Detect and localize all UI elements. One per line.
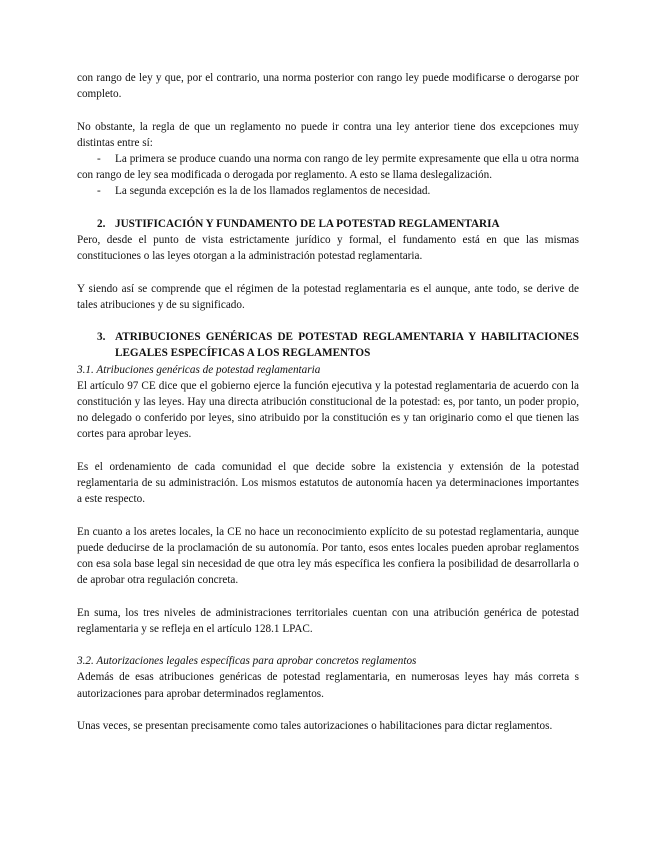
- paragraph-intro: con rango de ley y que, por el contrario, una norma posterior con rango ley puede modificarse o derogarse por completo.: [77, 72, 579, 101]
- paragraph-siendo: Y siendo así se comprende que el régimen de la potestad reglamentaria es el aunque, ante todo, se derive de tales atribuciones y de su significado.: [77, 282, 579, 311]
- subsection-heading-3-2: 3.2. Autorizaciones legales específicas para aprobar concretos reglamentos: [77, 655, 417, 668]
- paragraph-justificacion: Pero, desde el punto de vista estrictamente jurídico y formal, el fundamento está en que las mismas constituciones o las leyes otorgan a la administración potestad reglamentaria.: [77, 234, 579, 263]
- list-item-primera: [77, 151, 579, 183]
- paragraph-excepciones: No obstante, la regla de que un reglamento no puede ir contra una ley anterior tiene dos excepciones muy distintas entre sí:: [77, 120, 579, 149]
- list-item-segunda: [77, 183, 579, 199]
- paragraph-ordenamiento: Es el ordenamiento de cada comunidad el que decide sobre la existencia y extensión de la potestad reglamentaria de su administración. Los mismos estatutos de autonomía hacen ya determinaciones importantes a este respecto.: [77, 460, 579, 506]
- paragraph-suma: En suma, los tres niveles de administraciones territoriales cuentan con una atribución genérica de potestad reglamentaria y se refleja en el artículo 128.1 LPAC.: [77, 606, 579, 635]
- section-title: JUSTIFICACIÓN Y FUNDAMENTO DE LA POTESTAD REGLAMENTARIA: [115, 217, 500, 230]
- section-number: 2.: [97, 217, 106, 230]
- section-number: 3.: [97, 331, 106, 344]
- paragraph-art97: El artículo 97 CE dice que el gobierno ejerce la función ejecutiva y la potestad reglamentaria de acuerdo con la constitución y las leyes. Hay una directa atribución constitucional de la potestad: es, por tanto, un poder propio, no delegado o conferido por leyes, sino atribuido por la constitución es y tan originario como el que tienen las cortes para aprobar leyes.: [77, 379, 579, 441]
- paragraph-locales: En cuanto a los aretes locales, la CE no hace un reconocimiento explícito de su potestad reglamentaria, aunque puede deducirse de la proclamación de su autonomía. Por tanto, esos entes locales pueden aprobar reglamentos con esa sola base legal sin necesidad de que otra ley más específica les confiera la posibilidad de desarrollarla o de aprobar otra regulación concreta.: [77, 525, 579, 587]
- section-heading-2: [77, 216, 579, 232]
- section-title: ATRIBUCIONES GENÉRICAS DE POTESTAD REGLAMENTARIA Y HABILITACIONES LEGALES ESPECÍFICAS A LOS REGLAMENTOS: [115, 331, 579, 360]
- section-heading-3: [77, 329, 579, 361]
- bullet-dash: -: [97, 185, 101, 198]
- paragraph-ademas: Además de esas atribuciones genéricas de potestad reglamentaria, en numerosas leyes hay más correta s autorizaciones para aprobar determinados reglamentos.: [77, 671, 579, 700]
- list-item-text: La primera se produce cuando una norma con rango de ley permite expresamente que ella u otra norma con rango de ley sea modificada o derogada por reglamento. A esto se llama deslegalización.: [77, 153, 579, 182]
- paragraph-unas: Unas veces, se presentan precisamente como tales autorizaciones o habilitaciones para dictar reglamentos.: [77, 719, 553, 732]
- bullet-dash: -: [97, 153, 101, 165]
- list-item-text: La segunda excepción es la de los llamados reglamentos de necesidad.: [115, 185, 431, 198]
- document-page: [77, 70, 579, 734]
- subsection-heading-3-1: 3.1. Atribuciones genéricas de potestad reglamentaria: [77, 363, 321, 376]
